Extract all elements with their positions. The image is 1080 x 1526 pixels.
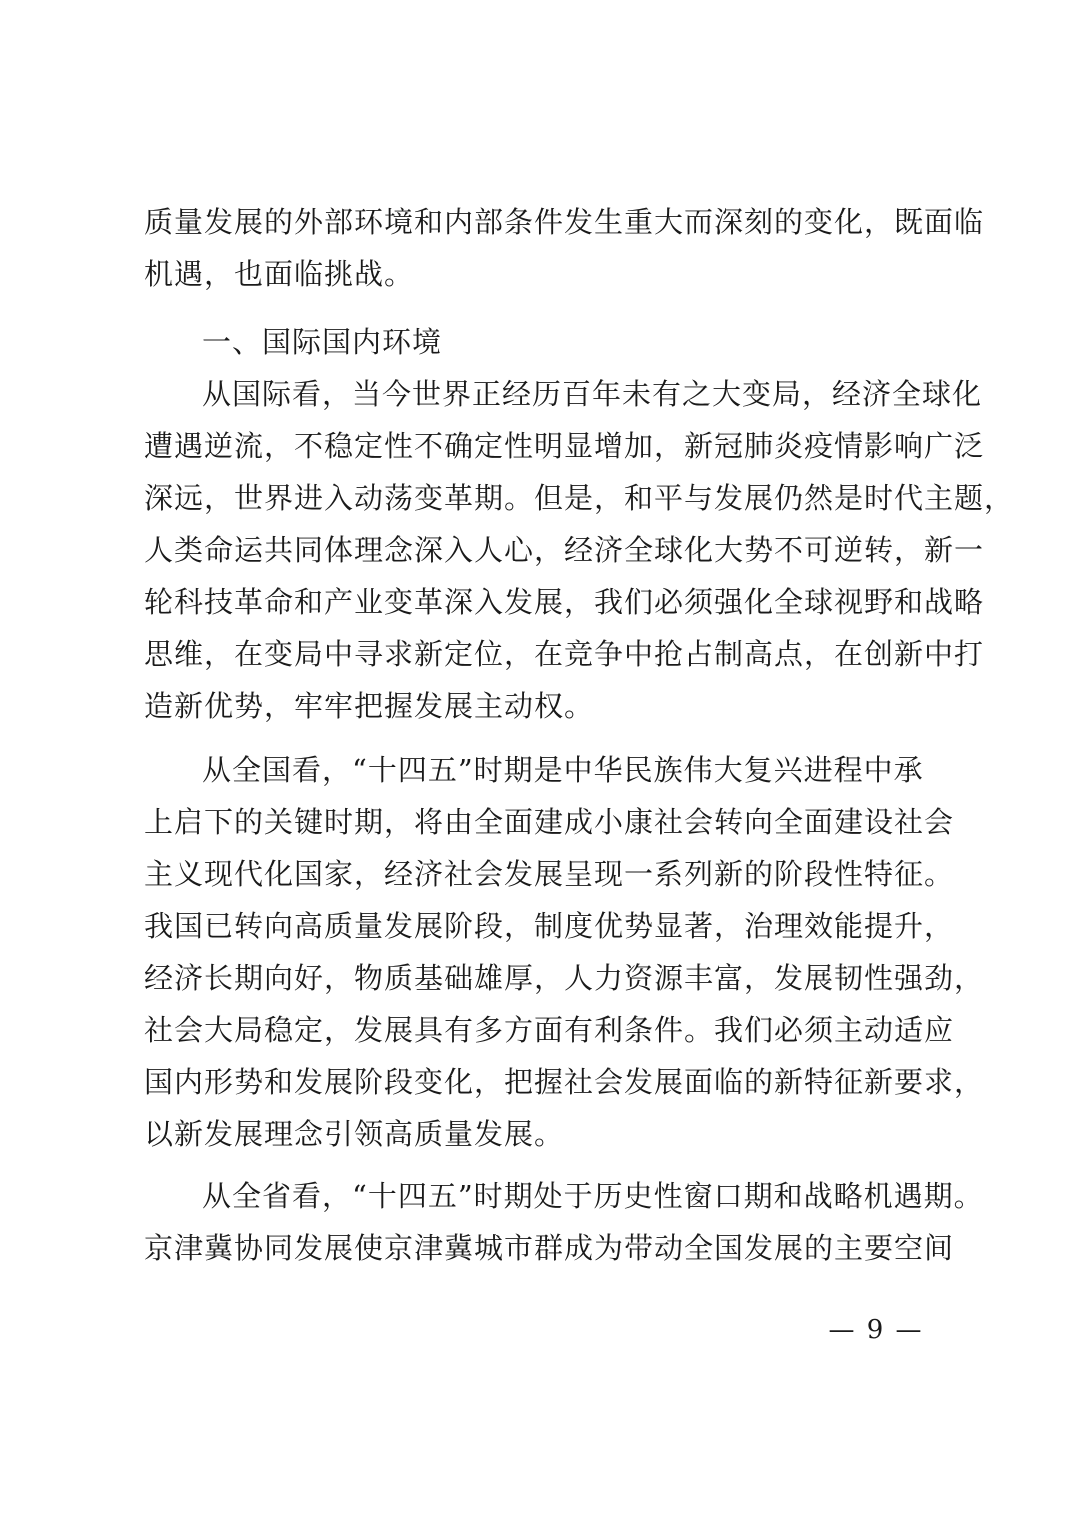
- text-line-10: 造新优势，牢牢把握发展主动权。: [144, 689, 595, 723]
- text-line-13: 主义现代化国家，经济社会发展呈现一系列新的阶段性特征。: [144, 857, 955, 891]
- text-line-14: 我国已转向高质量发展阶段，制度优势显著，治理效能提升，: [144, 909, 955, 943]
- page-number: — 9 —: [828, 1315, 924, 1345]
- text-line-15: 经济长期向好，物质基础雄厚，人力资源丰富，发展韧性强劲，: [144, 961, 985, 995]
- text-line-5: 遭遇逆流，不稳定性不确定性明显增加，新冠肺炎疫情影响广泛: [144, 429, 985, 463]
- text-line-20: 京津冀协同发展使京津冀城市群成为带动全国发展的主要空间: [144, 1231, 955, 1265]
- text-line-4: 从国际看，当今世界正经历百年未有之大变局，经济全球化: [202, 377, 983, 411]
- text-line-16: 社会大局稳定，发展具有多方面有利条件。我们必须主动适应: [144, 1013, 955, 1047]
- text-line-6: 深远，世界进入动荡变革期。但是，和平与发展仍然是时代主题，: [144, 481, 1015, 515]
- text-line-9: 思维，在变局中寻求新定位，在竞争中抢占制高点，在创新中打: [144, 637, 985, 671]
- text-line-18: 以新发展理念引领高质量发展。: [144, 1117, 565, 1151]
- section-heading: 一、国际国内环境: [202, 325, 443, 359]
- text-line-12: 上启下的关键时期，将由全面建成小康社会转向全面建设社会: [144, 805, 955, 839]
- text-line-11: 从全国看，“十四五”时期是中华民族伟大复兴进程中承: [202, 753, 924, 787]
- text-line-7: 人类命运共同体理念深入人心，经济全球化大势不可逆转，新一: [144, 533, 985, 567]
- text-line-8: 轮科技革命和产业变革深入发展，我们必须强化全球视野和战略: [144, 585, 985, 619]
- text-line-2: 机遇，也面临挑战。: [144, 257, 415, 291]
- text-line-19: 从全省看，“十四五”时期处于历史性窗口期和战略机遇期。: [202, 1179, 984, 1213]
- text-line-17: 国内形势和发展阶段变化，把握社会发展面临的新特征新要求，: [144, 1065, 985, 1099]
- text-line-1: 质量发展的外部环境和内部条件发生重大而深刻的变化，既面临: [144, 205, 985, 239]
